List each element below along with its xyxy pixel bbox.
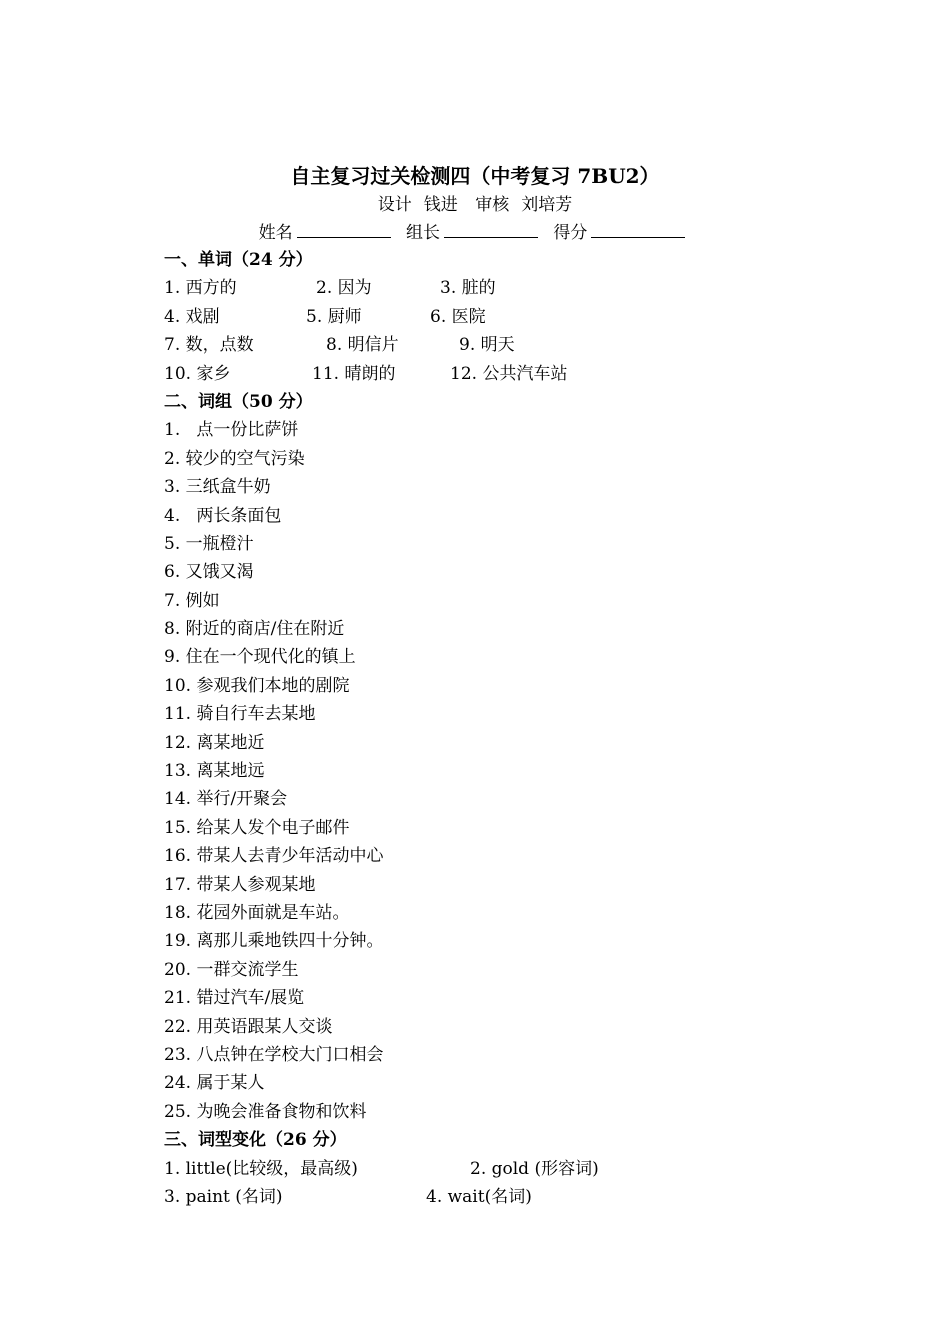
word-form-row <box>164 1183 864 1211</box>
group-label: 组长 <box>406 223 440 243</box>
phrase-item: 17. 带某人参观某地 <box>164 874 316 895</box>
name-label: 姓名 <box>258 223 293 243</box>
student-info-line <box>0 218 950 243</box>
reviewer-name: 刘培芳 <box>521 195 573 215</box>
phrase-item: 19. 离那儿乘地铁四十分钟。 <box>164 931 384 952</box>
word-row <box>164 360 864 388</box>
design-label: 设计 <box>377 195 412 215</box>
review-label: 审核 <box>475 195 510 215</box>
phrase-item: 7. 例如 <box>164 590 220 611</box>
phrase-item: 5. 一瓶橙汁 <box>164 533 254 554</box>
phrase-item: 15. 给某人发个电子邮件 <box>164 817 350 838</box>
phrase-item: 22. 用英语跟某人交谈 <box>164 1016 333 1037</box>
section-heading-phrases: 二、词组（50 分） <box>164 391 313 412</box>
word-form-item: 1. little(比较级，最高级) <box>164 1158 358 1179</box>
phrase-item: 11. 骑自行车去某地 <box>164 704 316 725</box>
word-row <box>164 274 864 302</box>
word-item: 1. 西方的 <box>164 278 237 299</box>
word-form-item: 4. wait(名词) <box>426 1186 532 1207</box>
section-heading-words: 一、单词（24 分） <box>164 250 313 270</box>
phrase-item: 14. 举行/开聚会 <box>164 789 288 810</box>
word-item: 4. 戏剧 <box>164 306 220 327</box>
phrase-item: 24. 属于某人 <box>164 1073 265 1094</box>
word-item: 9. 明天 <box>459 335 515 356</box>
word-form-item: 3. paint (名词) <box>164 1186 283 1207</box>
name-blank[interactable] <box>297 219 391 238</box>
phrase-item: 1. 点一份比萨饼 <box>164 420 299 441</box>
word-item: 5. 厨师 <box>306 306 362 327</box>
phrase-item: 6. 又饿又渴 <box>164 562 254 583</box>
word-item: 6. 医院 <box>430 306 486 327</box>
word-item: 12. 公共汽车站 <box>450 363 568 384</box>
credits-line <box>0 190 950 215</box>
phrase-item: 18. 花园外面就是车站。 <box>164 902 350 923</box>
word-item: 3. 脏的 <box>440 278 496 299</box>
word-form-item: 2. gold (形容词) <box>470 1158 599 1179</box>
score-label: 得分 <box>553 223 588 243</box>
word-item: 2. 因为 <box>316 278 372 299</box>
phrase-item: 10. 参观我们本地的剧院 <box>164 675 350 696</box>
word-form-row <box>164 1155 864 1183</box>
phrase-item: 25. 为晚会准备食物和饮料 <box>164 1101 367 1122</box>
score-blank[interactable] <box>591 219 685 238</box>
word-item: 8. 明信片 <box>326 335 399 356</box>
phrase-item: 8. 附近的商店/住在附近 <box>164 619 345 640</box>
phrase-item: 20. 一群交流学生 <box>164 959 299 980</box>
phrase-item: 23. 八点钟在学校大门口相会 <box>164 1044 384 1065</box>
word-item: 11. 晴朗的 <box>312 363 396 384</box>
word-item: 7. 数，点数 <box>164 335 254 356</box>
phrase-item: 12. 离某地近 <box>164 732 265 753</box>
phrase-item: 13. 离某地远 <box>164 761 265 782</box>
designer-name: 钱进 <box>423 195 458 215</box>
phrase-item: 2. 较少的空气污染 <box>164 448 305 469</box>
phrase-item: 4. 两长条面包 <box>164 505 282 526</box>
word-row <box>164 331 864 359</box>
section-heading-word-forms: 三、词型变化（26 分） <box>164 1130 347 1151</box>
word-row <box>164 303 864 331</box>
page-title: 自主复习过关检测四（中考复习 7BU2） <box>290 164 660 188</box>
phrase-item: 3. 三纸盒牛奶 <box>164 477 271 498</box>
phrase-item: 21. 错过汽车/展览 <box>164 988 305 1009</box>
word-item: 10. 家乡 <box>164 363 231 384</box>
worksheet-body <box>164 246 864 1211</box>
group-blank[interactable] <box>444 219 538 238</box>
phrase-item: 9. 住在一个现代化的镇上 <box>164 647 356 668</box>
phrase-item: 16. 带某人去青少年活动中心 <box>164 846 384 867</box>
